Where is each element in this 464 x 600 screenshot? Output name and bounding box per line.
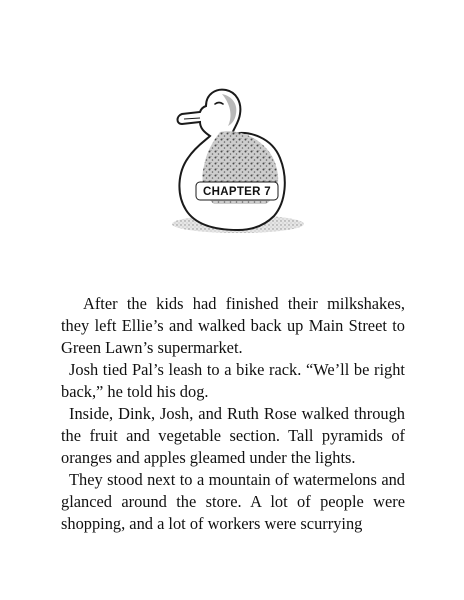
paragraph: They stood next to a mountain of watermelons and glanced around the store. A lot of people were shopping, and a lot of workers were scurrying bbox=[61, 470, 405, 533]
chapter-label: CHAPTER 7 bbox=[203, 186, 271, 198]
chapter-body bbox=[61, 293, 405, 535]
paragraph: Inside, Dink, Josh, and Ruth Rose walked through the fruit and vegetable section. Tall pyramids of oranges and apples gleamed under the lights. bbox=[61, 404, 405, 467]
paragraph: After the kids had finished their milkshakes, they left Ellie’s and walked back up Main Street to Green Lawn’s supermarket. bbox=[61, 294, 405, 357]
duck-icon bbox=[160, 84, 310, 234]
paragraph: Josh tied Pal’s leash to a bike rack. “We’ll be right back,” he told his dog. bbox=[61, 360, 405, 401]
